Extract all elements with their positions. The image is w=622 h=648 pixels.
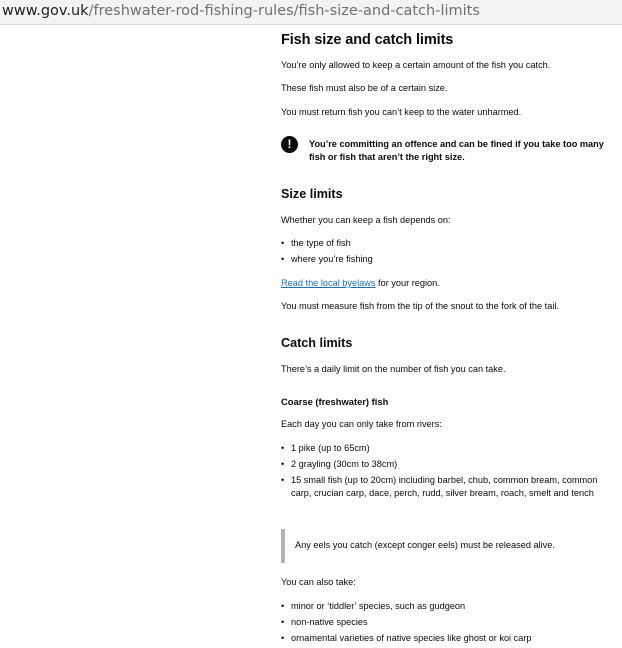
size-factors-list [281, 237, 611, 269]
list-item: • ornamental varieties of native species like ghost or koi carp [281, 632, 611, 645]
warning-icon: ! [281, 136, 298, 153]
byelaws-link[interactable]: Read the local byelaws [281, 278, 376, 288]
inset-text: Any eels you catch (except conger eels) must be released alive. [295, 540, 555, 550]
also-take-list [281, 600, 611, 648]
size-limits-heading: Size limits [281, 187, 343, 201]
intro-paragraph-1: You’re only allowed to keep a certain amount of the fish you catch. [281, 60, 551, 70]
byelaws-suffix: for your region. [375, 278, 440, 288]
river-limits-list [281, 442, 611, 503]
intro-paragraph-2: These fish must also be of a certain size. [281, 83, 448, 93]
catch-limits-lead: There’s a daily limit on the number of fish you can take. [281, 364, 506, 374]
list-item: • minor or ‘tiddler’ species, such as gudgeon [281, 600, 611, 613]
rivers-lead: Each day you can only take from rivers: [281, 419, 442, 429]
byelaws-paragraph [281, 277, 616, 290]
list-item: • 2 grayling (30cm to 38cm) [281, 458, 611, 471]
list-item: • 15 small fish (up to 20cm) including barbel, chub, common bream, common carp, crucian carp, dace, perch, rudd, silver bream, roach, smelt and tench [281, 474, 611, 500]
intro-paragraph-3: You must return fish you can’t keep to the water unharmed. [281, 107, 522, 117]
warning-text: You’re committing an offence and can be fined if you take too many fish or fish that aren’t the right size. [309, 139, 604, 162]
page-title: Fish size and catch limits [281, 32, 454, 48]
also-take-lead: You can also take: [281, 577, 356, 587]
eels-inset-text [281, 529, 611, 563]
list-item: • non-native species [281, 616, 611, 629]
address-bar[interactable] [0, 0, 622, 24]
list-item: • 1 pike (up to 65cm) [281, 442, 611, 455]
size-limits-lead: Whether you can keep a fish depends on: [281, 215, 451, 225]
list-item: • where you’re fishing [281, 253, 611, 266]
measure-paragraph: You must measure fish from the tip of the snout to the fork of the tail. [281, 301, 559, 311]
url-path: /freshwater-rod-fishing-rules/fish-size-and-catch-limits [88, 3, 480, 19]
divider [0, 24, 622, 25]
url-domain: www.gov.uk [2, 3, 89, 19]
list-item: • the type of fish [281, 237, 611, 250]
catch-limits-heading: Catch limits [281, 336, 353, 350]
coarse-fish-heading: Coarse (freshwater) fish [281, 396, 389, 407]
